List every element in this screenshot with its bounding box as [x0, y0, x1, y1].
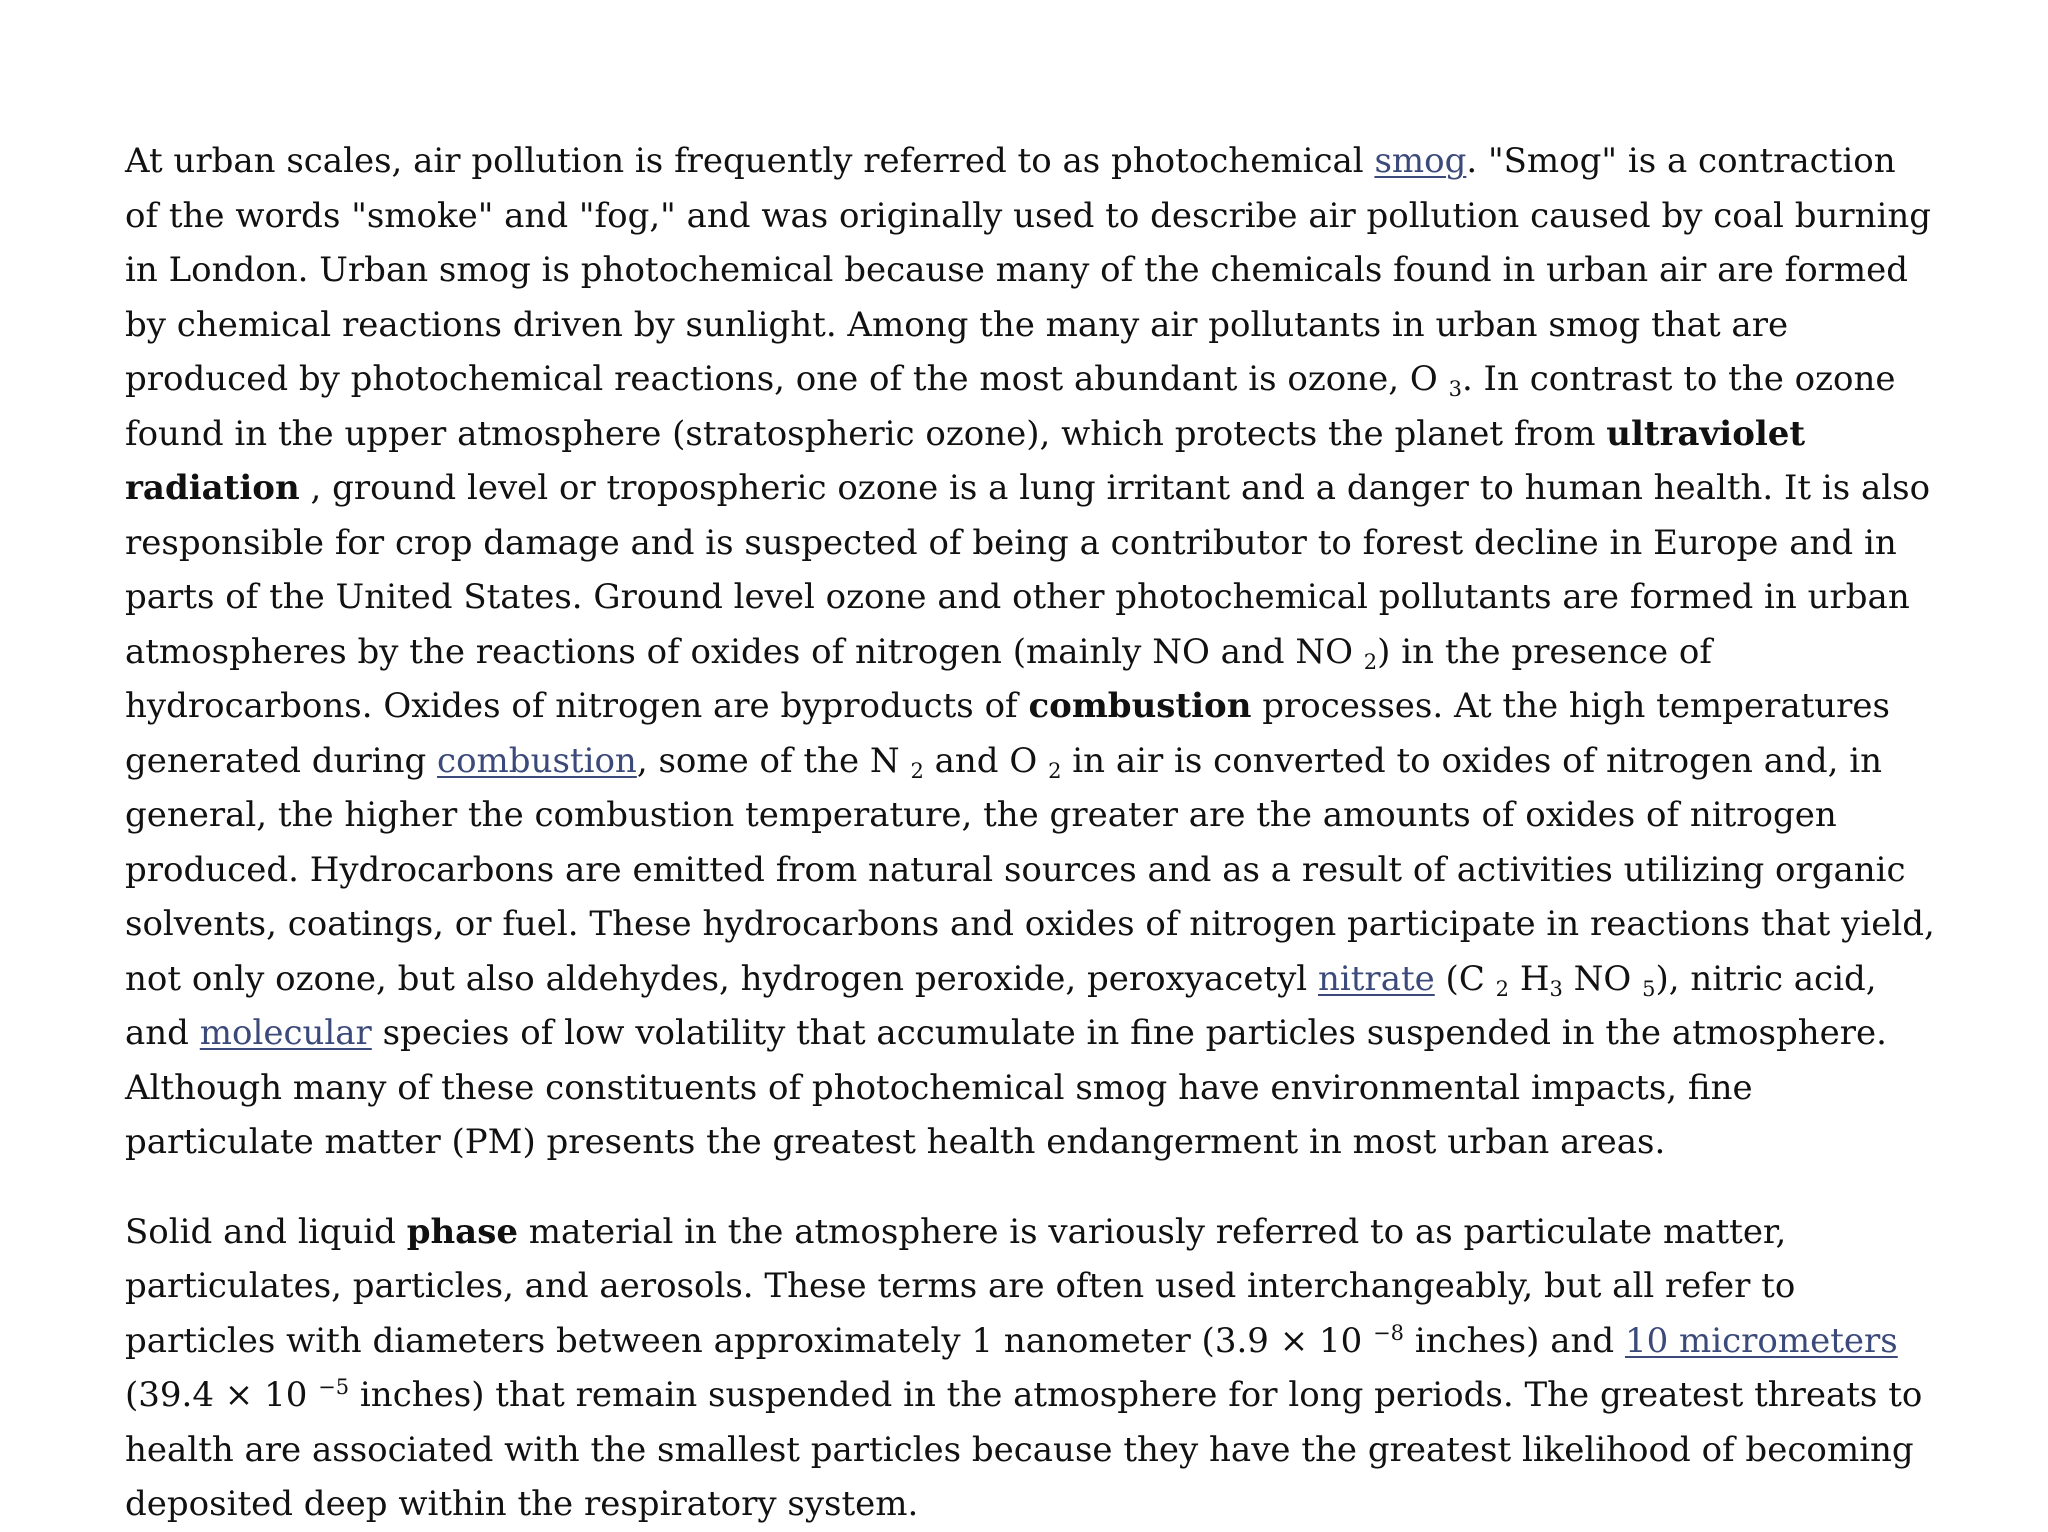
- bold-term-phase: phase: [406, 1211, 518, 1252]
- text-run: , ground level or tropospheric ozone is a lung irritant and a danger to human health. It is also responsible for crop damage and is suspected of being a contributor to forest decline in Europe and in parts of the United States. Ground level ozone and other photochemical pollutants are formed in urban atmospheres by the reactions of oxides of nitrogen (mainly NO and NO: [125, 468, 1931, 672]
- molecular-link[interactable]: molecular: [199, 1013, 372, 1053]
- text-run: NO: [1562, 958, 1643, 999]
- text-run: in air is converted to oxides of nitrogen and, in general, the higher the combustion temperature, the greater are the amounts of oxides of nitrogen produced. Hydrocarbons are emitted from natural sources and as a result of activities utilizing organic solvents, coatings, or fuel. These hydrocarbons and oxides of nitrogen participate in reactions that yield, not only ozone, but also aldehydes, hydrogen peroxide, peroxyacetyl: [125, 740, 1935, 999]
- text-run: At urban scales, air pollution is frequently referred to as photochemical: [125, 141, 1375, 181]
- text-run: ) in the presence of hydrocarbons. Oxides of nitrogen are byproducts of: [125, 631, 1712, 726]
- subscript: 2: [1048, 758, 1062, 783]
- text-run: . In contrast to the ozone found in the upper atmosphere (stratospheric ozone), which protects the planet from: [125, 359, 1896, 454]
- superscript: −8: [1373, 1320, 1405, 1345]
- text-run: Solid and liquid: [125, 1211, 407, 1252]
- text-run: (C: [1434, 958, 1496, 999]
- text-run: (39.4 × 10: [125, 1375, 319, 1415]
- text-run: material in the atmosphere is variously referred to as particulate matter, particulates, particles, and aerosols. These terms are often used interchangeably, but all refer to particles with diameters between approximately 1 nanometer (3.9 × 10: [125, 1211, 1796, 1361]
- bold-term-combustion: combustion: [1028, 686, 1252, 726]
- text-run: , some of the N: [636, 740, 911, 781]
- bold-term-ultraviolet-radiation: ultraviolet radiation: [125, 413, 1806, 508]
- subscript: 2: [910, 758, 924, 783]
- subscript: 3: [1549, 976, 1563, 1001]
- text-run: inches) that remain suspended in the atmosphere for long periods. The greatest threats to health are associated with the smallest particles because they have the greatest likelihood of becoming deposited deep within the respiratory system.: [125, 1375, 1923, 1524]
- article-body: [125, 134, 1937, 1532]
- text-run: . "Smog" is a contraction of the words "smoke" and "fog," and was originally used to describe air pollution caused by coal burning in London. Urban smog is photochemical because many of the chemicals found in urban air are formed by chemical reactions driven by sunlight. Among the many air pollutants in urban smog that are produced by photochemical reactions, one of the most abundant is ozone, O: [125, 141, 1932, 399]
- text-run: ), nitric acid, and: [125, 958, 1877, 1053]
- subscript: 5: [1642, 976, 1656, 1001]
- text-run: processes. At the high temperatures generated during: [125, 686, 1890, 781]
- combustion-link[interactable]: combustion: [437, 740, 637, 781]
- nitrate-link[interactable]: nitrate: [1318, 958, 1435, 999]
- micrometers-link[interactable]: 10 micrometers: [1624, 1320, 1898, 1361]
- text-run: inches) and: [1404, 1320, 1625, 1361]
- smog-link[interactable]: smog: [1374, 141, 1467, 181]
- text-run: and O: [923, 740, 1049, 781]
- paragraph-smog: [125, 134, 1937, 1170]
- subscript: 2: [1363, 649, 1378, 674]
- superscript: −5: [318, 1375, 350, 1399]
- subscript: 3: [1448, 377, 1462, 401]
- text-run: H: [1509, 958, 1550, 999]
- text-run: species of low volatility that accumulate in fine particles suspended in the atmosphere. Although many of these constituents of photochemical smog have environmental impacts, fine particulate matter (PM) presents the greatest health endangerment in most urban areas.: [125, 1013, 1887, 1162]
- paragraph-particulates: [125, 1205, 1937, 1532]
- subscript: 2: [1495, 976, 1510, 1001]
